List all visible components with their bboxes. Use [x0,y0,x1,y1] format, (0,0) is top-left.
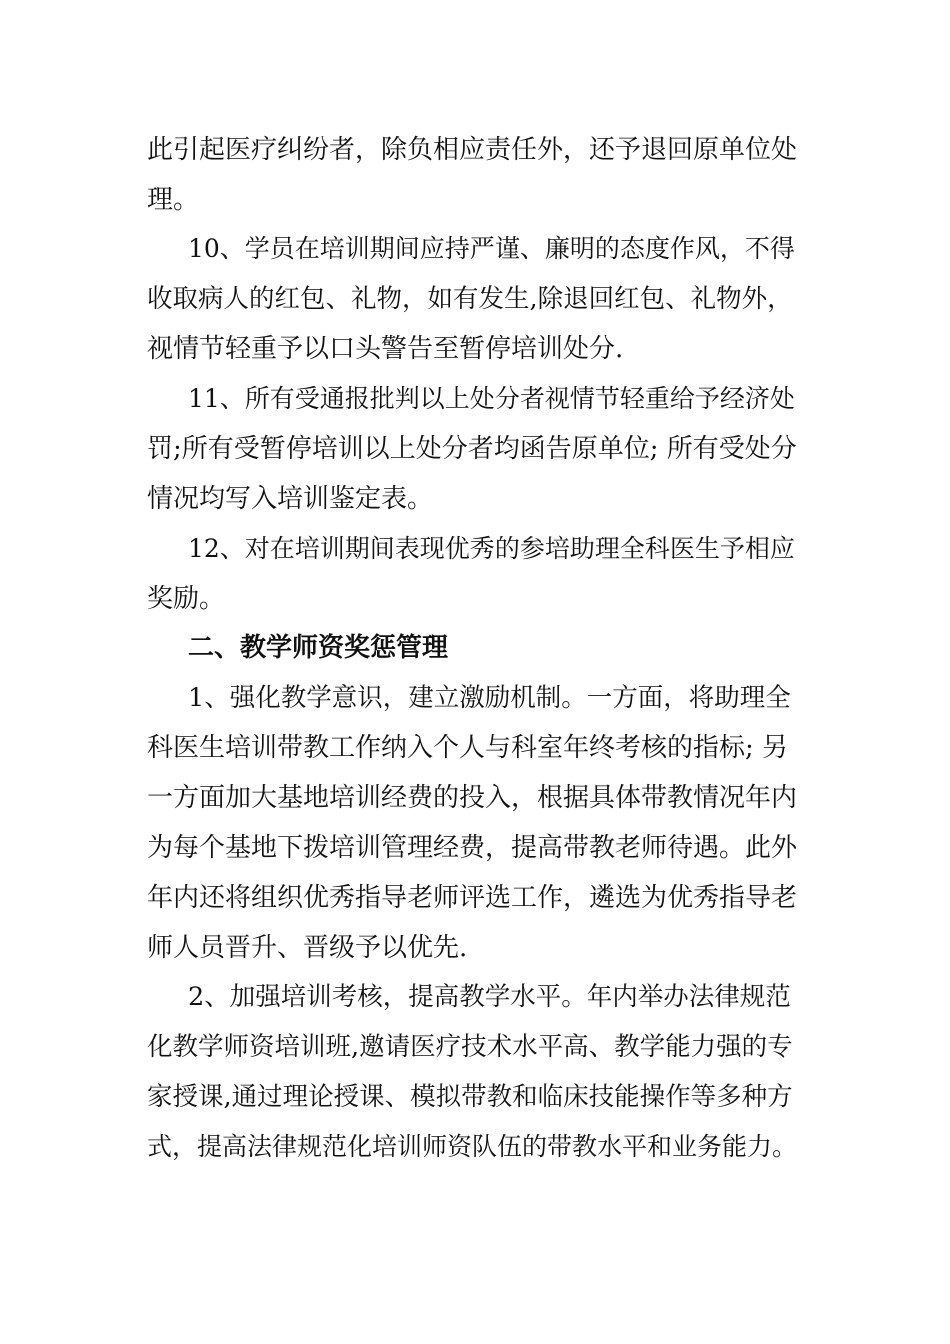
text-line: 12、对在培训期间表现优秀的参培助理全科医生予相应 [188,534,795,563]
text-line: 情况均写入培训鉴定表。 [147,484,434,514]
text-line: 11、所有受通报批判以上处分者视情节轻重给予经济处 [188,384,795,413]
text-line: 收取病人的红包、礼物，如有发生,除退回红包、礼物外， [147,284,793,314]
text-line: 化教学师资培训班,邀请医疗技术水平高、教学能力强的专 [147,1032,793,1062]
text-line: 一方面加大基地培训经费的投入，根据具体带教情况年内 [147,783,798,813]
text-line: 科医生培训带教工作纳入个人与科室年终考核的指标; 另 [147,733,789,763]
text-line: 家授课,通过理论授课、模拟带教和临床技能操作等多种方 [147,1082,793,1112]
text-line: 年内还将组织优秀指导老师评选工作，遴选为优秀指导老 [147,883,798,913]
text-line: 奖励。 [147,584,226,614]
text-line: 式，提高法律规范化培训师资队伍的带教水平和业务能力。 [147,1132,798,1161]
section-heading: 二、教学师资奖惩管理 [188,633,449,663]
text-line: 此引起医疗纠纷者，除负相应责任外，还予退回原单位处 [147,135,798,165]
text-line: 2、加强培训考核，提高教学水平。年内举办法律规范 [188,982,791,1012]
text-line: 1、强化教学意识，建立激励机制。一方面，将助理全 [188,683,791,713]
text-line: 罚;所有受暂停培训以上处分者均函告原单位; 所有受处分 [147,434,797,464]
text-line: 10、学员在培训期间应持严谨、廉明的态度作风，不得 [188,234,795,263]
text-line: 理。 [147,185,200,215]
text-line: 师人员晋升、晋级予以优先. [147,933,468,963]
text-line: 为每个基地下拨培训管理经费，提高带教老师待遇。此外 [147,833,798,863]
text-line: 视情节轻重予以口头警告至暂停培训处分. [147,334,624,364]
